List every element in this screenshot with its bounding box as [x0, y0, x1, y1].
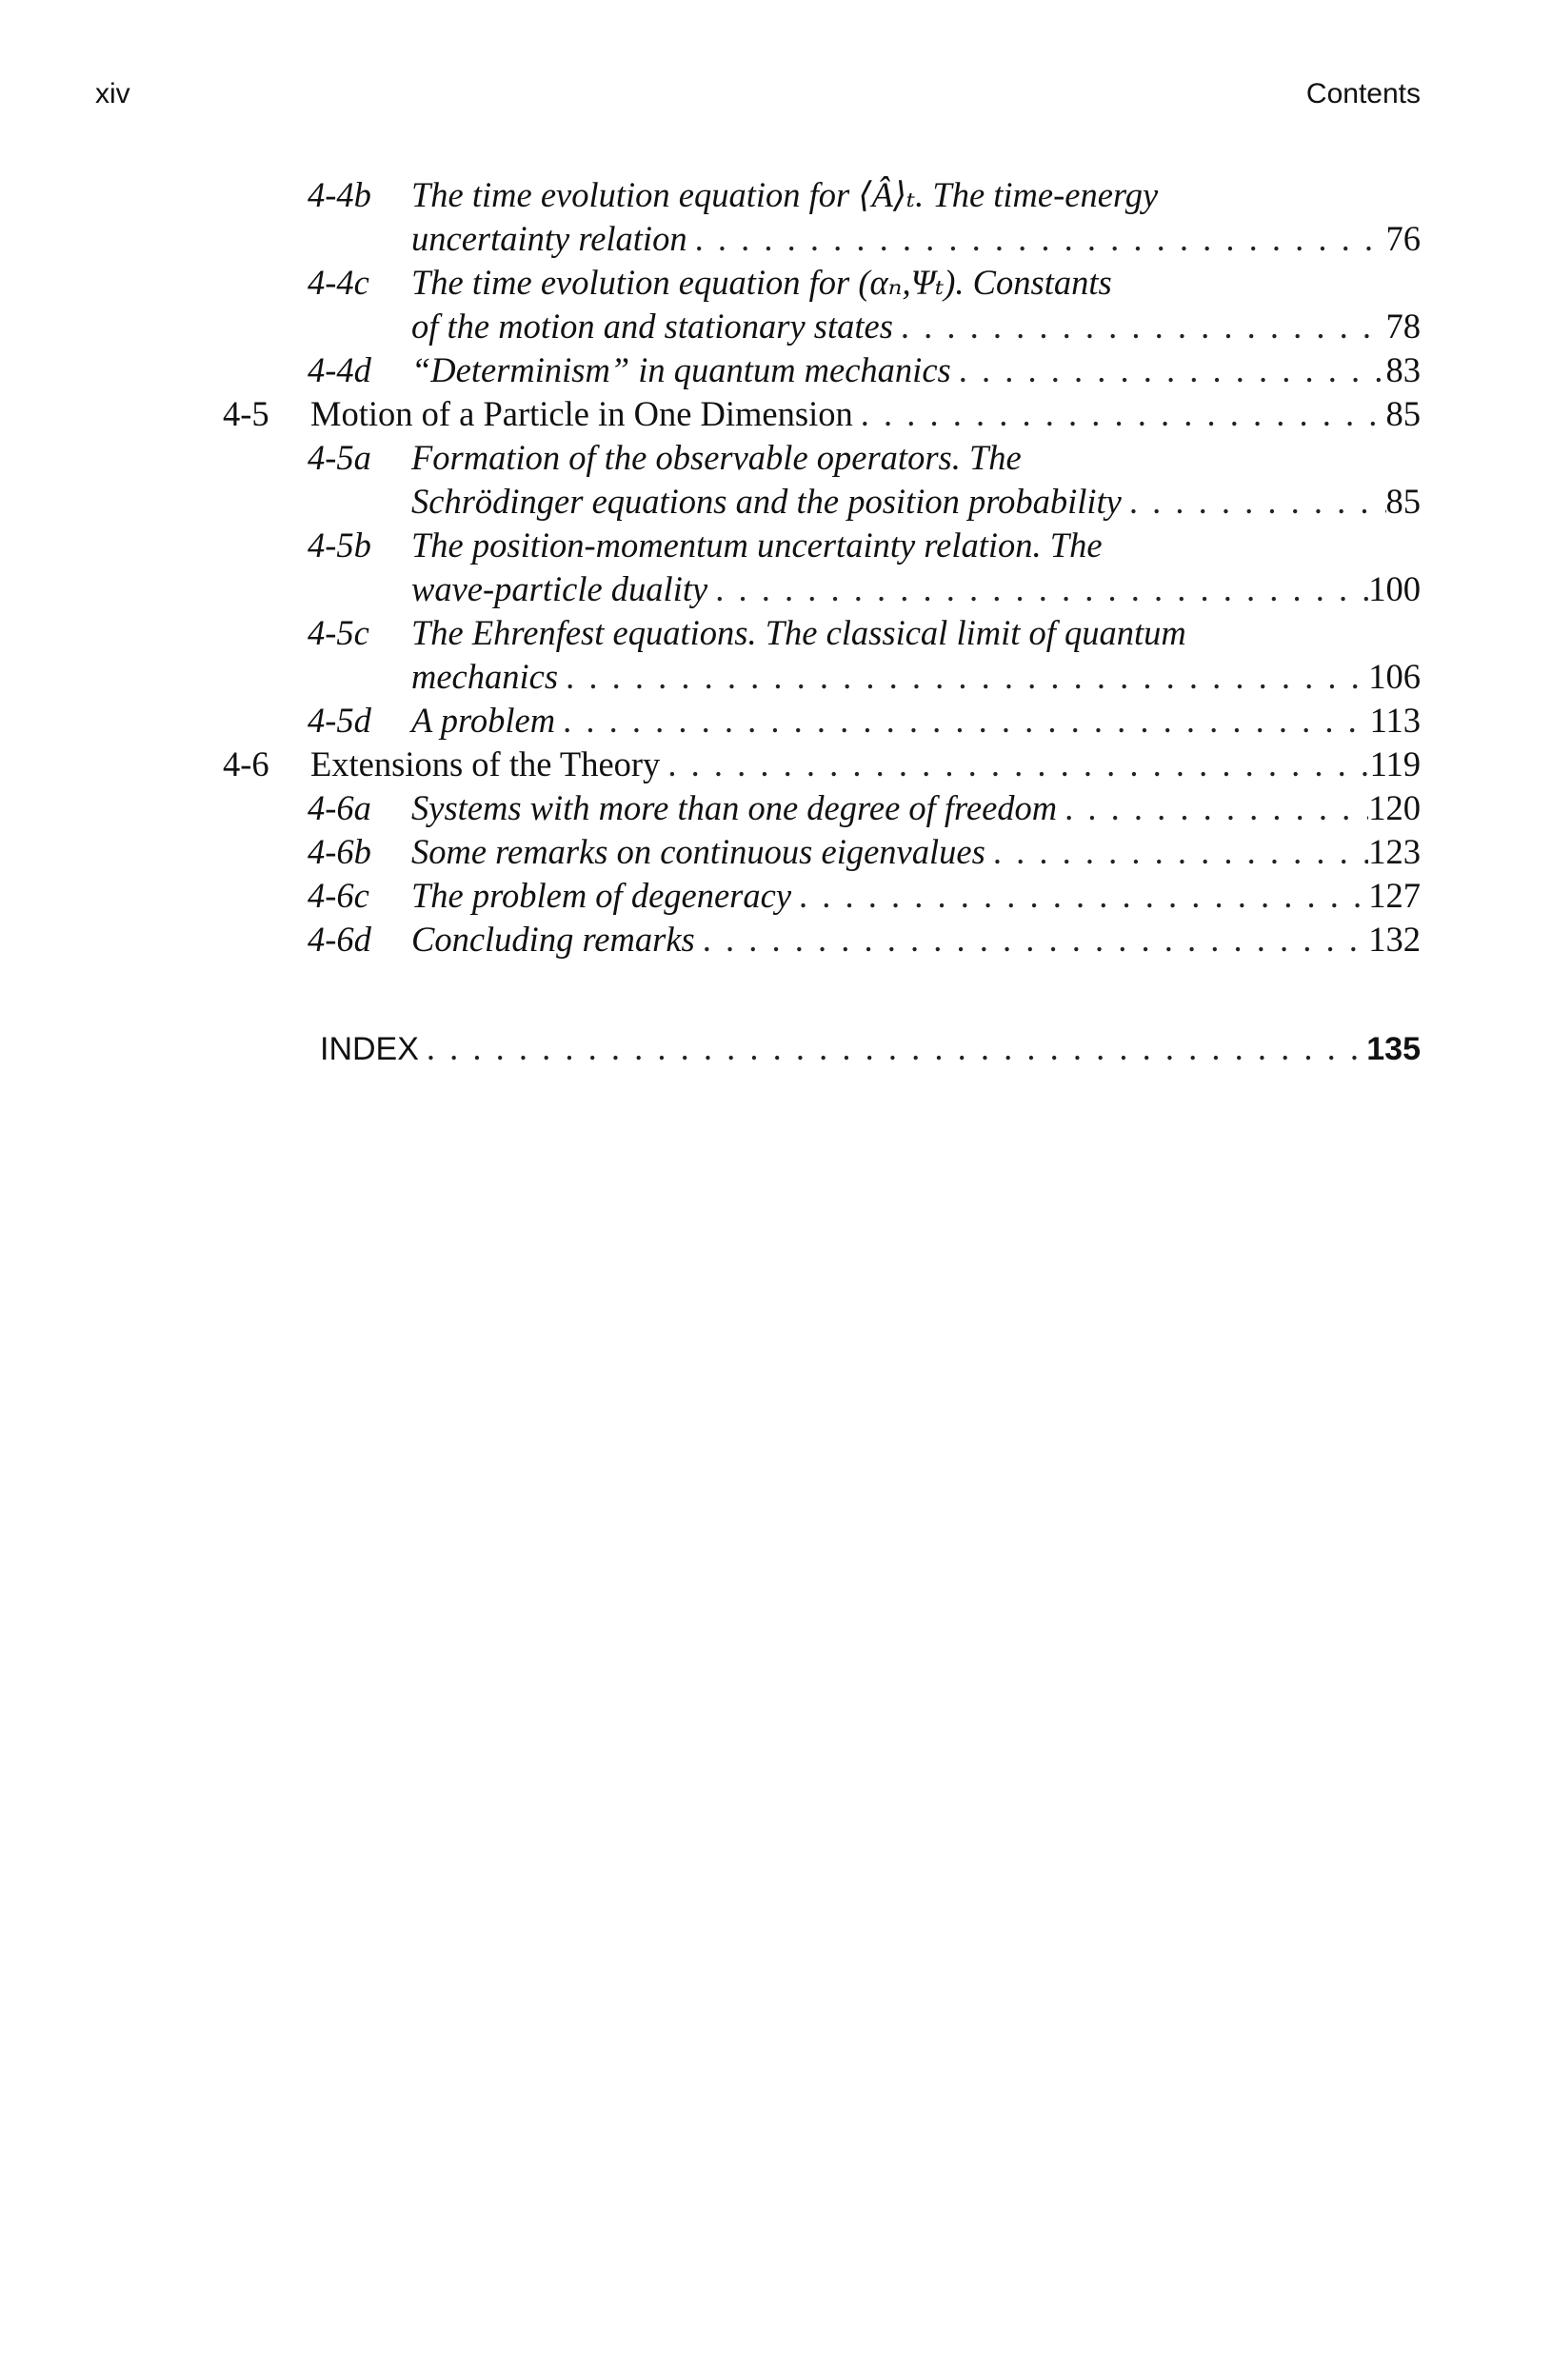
toc-entry-4-5c-cont: [0, 655, 1552, 699]
toc-entry-4-6d: [0, 918, 1552, 962]
toc-title: Schrödinger equations and the position probability: [411, 482, 1122, 521]
toc-number: 4-5c: [308, 613, 369, 652]
toc-number: 4-6d: [308, 920, 371, 959]
toc-page: 120: [1368, 788, 1421, 827]
toc-entry-4-4b: [0, 173, 1552, 217]
toc-page: 85: [1385, 394, 1421, 433]
toc-page: 83: [1385, 350, 1421, 389]
toc-entry-4-6a: [0, 786, 1552, 830]
dot-leader: [791, 874, 1368, 918]
toc-number: 4-4b: [308, 175, 371, 214]
toc-title: mechanics: [411, 657, 559, 696]
dot-leader: [707, 567, 1368, 611]
toc-entry-4-5b: [0, 524, 1552, 567]
dot-leader: [951, 348, 1386, 392]
toc-entry-4-5a: [0, 436, 1552, 480]
toc-title: Systems with more than one degree of freedom: [411, 788, 1058, 827]
toc-entry-4-5d: [0, 699, 1552, 743]
dot-leader: [687, 217, 1386, 261]
toc-title: wave-particle duality: [411, 569, 708, 608]
toc-entry-4-6c: [0, 874, 1552, 918]
toc-entry-index: [0, 1026, 1552, 1070]
toc-entry-4-5b-cont: [0, 567, 1552, 611]
toc-entry-4-6b: [0, 830, 1552, 874]
toc-entry-4-4c-cont: [0, 305, 1552, 348]
toc-title: of the motion and stationary states: [411, 307, 893, 346]
toc-entry-4-5c: [0, 611, 1552, 655]
toc-page: 100: [1368, 569, 1421, 608]
toc-page: 78: [1385, 307, 1421, 346]
toc-page: 123: [1368, 832, 1421, 871]
toc-entry-4-5: [0, 392, 1552, 436]
toc-title: INDEX: [320, 1031, 419, 1067]
toc-title: The position-momentum uncertainty relation. The: [411, 526, 1103, 565]
toc-page: 127: [1368, 876, 1421, 915]
toc-title: The problem of degeneracy: [411, 876, 792, 915]
toc-page: 113: [1369, 701, 1421, 740]
toc-entry-4-4b-cont: [0, 217, 1552, 261]
toc-title: uncertainty relation: [411, 219, 687, 258]
toc-page: 119: [1369, 744, 1421, 783]
page-header: [95, 78, 1421, 116]
toc-number: 4-5: [223, 394, 269, 433]
toc-title: Some remarks on continuous eigenvalues: [411, 832, 985, 871]
toc-number: 4-6b: [308, 832, 371, 871]
dot-leader: [985, 830, 1368, 874]
dot-leader: [695, 918, 1369, 962]
toc-page: 135: [1366, 1031, 1421, 1067]
dot-leader: [660, 743, 1369, 786]
toc-title: The time evolution equation for (αₙ,Ψₜ). Constants: [411, 263, 1112, 302]
toc-title: Formation of the observable operators. The: [411, 438, 1022, 477]
toc-number: 4-6: [223, 744, 269, 783]
toc-number: 4-6c: [308, 876, 369, 915]
dot-leader: [558, 655, 1368, 699]
running-title: Contents: [1305, 78, 1421, 109]
toc-number: 4-6a: [308, 788, 371, 827]
toc-title: A problem: [411, 701, 556, 740]
dot-leader: [853, 392, 1386, 436]
toc-entry-4-4d: [0, 348, 1552, 392]
toc-number: 4-5d: [308, 701, 371, 740]
dot-leader: [1057, 786, 1368, 830]
toc-number: 4-4c: [308, 263, 369, 302]
toc-title: Motion of a Particle in One Dimension: [310, 394, 853, 433]
toc-entry-4-5a-cont: [0, 480, 1552, 524]
dot-leader: [555, 699, 1370, 743]
toc-title: Concluding remarks: [411, 920, 695, 959]
toc-title: The time evolution equation for ⟨Â⟩ₜ. The time-energy: [411, 175, 1159, 214]
toc-title: Extensions of the Theory: [310, 744, 661, 783]
toc-page: 76: [1385, 219, 1421, 258]
toc-number: 4-5b: [308, 526, 371, 565]
dot-leader: [1122, 480, 1386, 524]
dot-leader: [893, 305, 1386, 348]
toc-entry-4-4c: [0, 261, 1552, 305]
toc-page: 106: [1368, 657, 1421, 696]
toc-number: 4-4d: [308, 350, 371, 389]
toc-page: 85: [1385, 482, 1421, 521]
toc-title: “Determinism” in quantum mechanics: [411, 350, 951, 389]
toc-page: 132: [1368, 920, 1421, 959]
page-number: xiv: [95, 78, 130, 109]
toc-number: 4-5a: [308, 438, 371, 477]
toc-title: The Ehrenfest equations. The classical limit of quantum: [411, 613, 1186, 652]
toc-entry-4-6: [0, 743, 1552, 786]
dot-leader: [419, 1026, 1366, 1070]
